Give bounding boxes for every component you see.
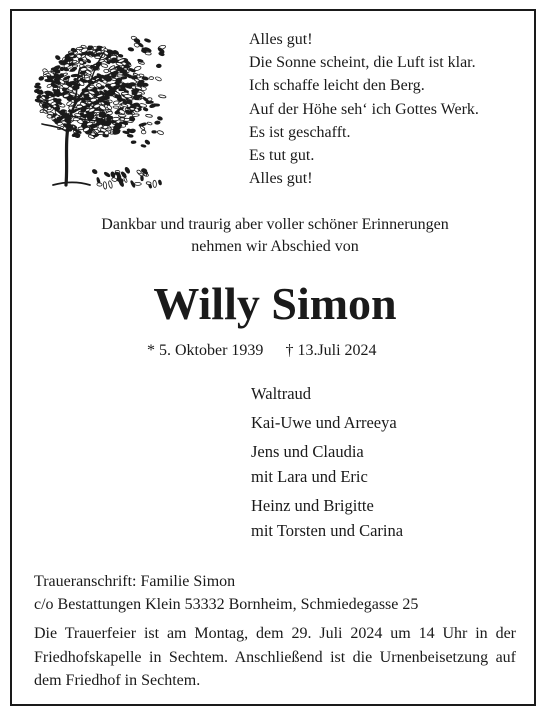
mourning-address bbox=[34, 570, 418, 616]
poem-line: Auf der Höhe seh‘ ich Gottes Werk. bbox=[249, 100, 479, 118]
mourner-group bbox=[251, 381, 403, 406]
poem-line: Alles gut! bbox=[249, 170, 313, 188]
farewell-intro bbox=[0, 214, 550, 258]
mourner-line: mit Torsten und Carina bbox=[251, 521, 404, 540]
intro-line: Dankbar und traurig aber voller schöner Erinnerungen bbox=[101, 216, 449, 233]
mourners-list bbox=[251, 381, 403, 547]
mourner-group bbox=[251, 410, 403, 435]
poem-line: Alles gut! bbox=[249, 31, 313, 48]
mourner-line: Jens und Claudia bbox=[251, 442, 364, 461]
mourner-line: Waltraud bbox=[251, 384, 312, 403]
wind-blown-tree-icon bbox=[28, 22, 168, 192]
mourner-line: Heinz und Brigitte bbox=[251, 496, 374, 515]
mourner-group bbox=[251, 439, 403, 489]
life-dates bbox=[147, 340, 377, 362]
poem bbox=[249, 28, 479, 190]
mourner-line: mit Lara und Eric bbox=[251, 467, 368, 486]
poem-line: Ich schaffe leicht den Berg. bbox=[249, 77, 425, 95]
poem-line: Es ist geschafft. bbox=[249, 123, 351, 141]
deceased-name: Willy Simon bbox=[153, 278, 397, 329]
mourner-line: Kai-Uwe und Arreeya bbox=[251, 413, 397, 432]
mourner-group bbox=[251, 493, 403, 543]
poem-line: Es tut gut. bbox=[249, 147, 315, 165]
intro-line: nehmen wir Abschied von bbox=[191, 238, 359, 255]
birth-date: * 5. Oktober 1939 bbox=[147, 342, 264, 359]
address-line: Traueranschrift: Familie Simon bbox=[34, 573, 236, 590]
poem-line: Die Sonne scheint, die Luft ist klar. bbox=[249, 54, 476, 72]
funeral-service-info: Die Trauerfeier ist am Montag, dem 29. Juli 2024 um 14 Uhr in der Friedhofskapelle in Sechtem. Anschließend ist die Urnenbeisetzung auf dem Friedhof in Sechtem. bbox=[34, 625, 516, 689]
death-date: † 13.Juli 2024 bbox=[285, 342, 377, 359]
address-line: c/o Bestattungen Klein 53332 Bornheim, Schmiedegasse 25 bbox=[34, 596, 419, 613]
